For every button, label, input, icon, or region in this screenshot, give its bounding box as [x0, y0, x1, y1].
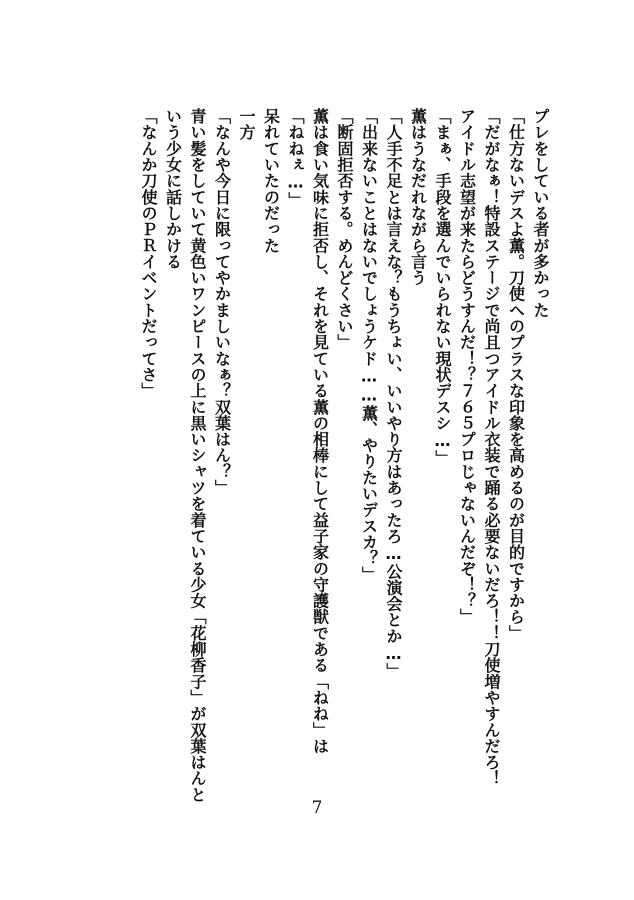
text-line: プレをしている者が多かった: [531, 108, 550, 318]
text-line: 「人手不足とは言えな？もうちょい、いいやり方はあったろ…公演会とか…」: [384, 108, 403, 680]
text-line: 「出来ないことはないでしょうケド……薫、やりたいデスカ？」: [359, 108, 379, 583]
text-line: 「仕方ないデスよ薫。刀使へのプラスな印象を高めるのが目的ですから」: [506, 108, 526, 641]
vertical-text-block: [78, 108, 550, 803]
text-line: 「ねねぇ…」: [286, 108, 305, 208]
page-number: 7: [311, 798, 323, 818]
text-line: 「なんや今日に限ってやかましいなぁ？双葉はん？」: [212, 108, 232, 496]
text-line: 薫はうなだれながら言う: [408, 108, 428, 286]
text-line: 「断固拒否する。めんどくさい」: [335, 108, 354, 351]
text-line: アイドル志望が来たらどうすんだ！？７６５プロじゃないんだぞ！？」: [457, 108, 477, 625]
text-line: 「まぁ、手段を選んでいられない現状デスシ…」: [433, 108, 452, 467]
text-line: 一方: [237, 108, 256, 141]
text-line: 青い髪をしていて黄色いワンピースの上に黒いシャツを着ている少女「花柳香子」が双葉はんと: [188, 108, 207, 803]
text-line: 呆れていたのだった: [261, 108, 281, 254]
text-line: いう少女に話しかける: [163, 108, 183, 270]
text-line: 「だがなぁ！特設ステージで尚且つアイドル衣装で踊る必要ないだろ！！刀使増やすんだろ！: [482, 108, 501, 787]
text-line: 「なんか刀使のＰＲイベントだってさ」: [139, 108, 158, 399]
text-line: 薫は食い気味に拒否し、それを見ている薫の相棒にして益子家の守護獣である「ねね」は: [310, 108, 330, 754]
